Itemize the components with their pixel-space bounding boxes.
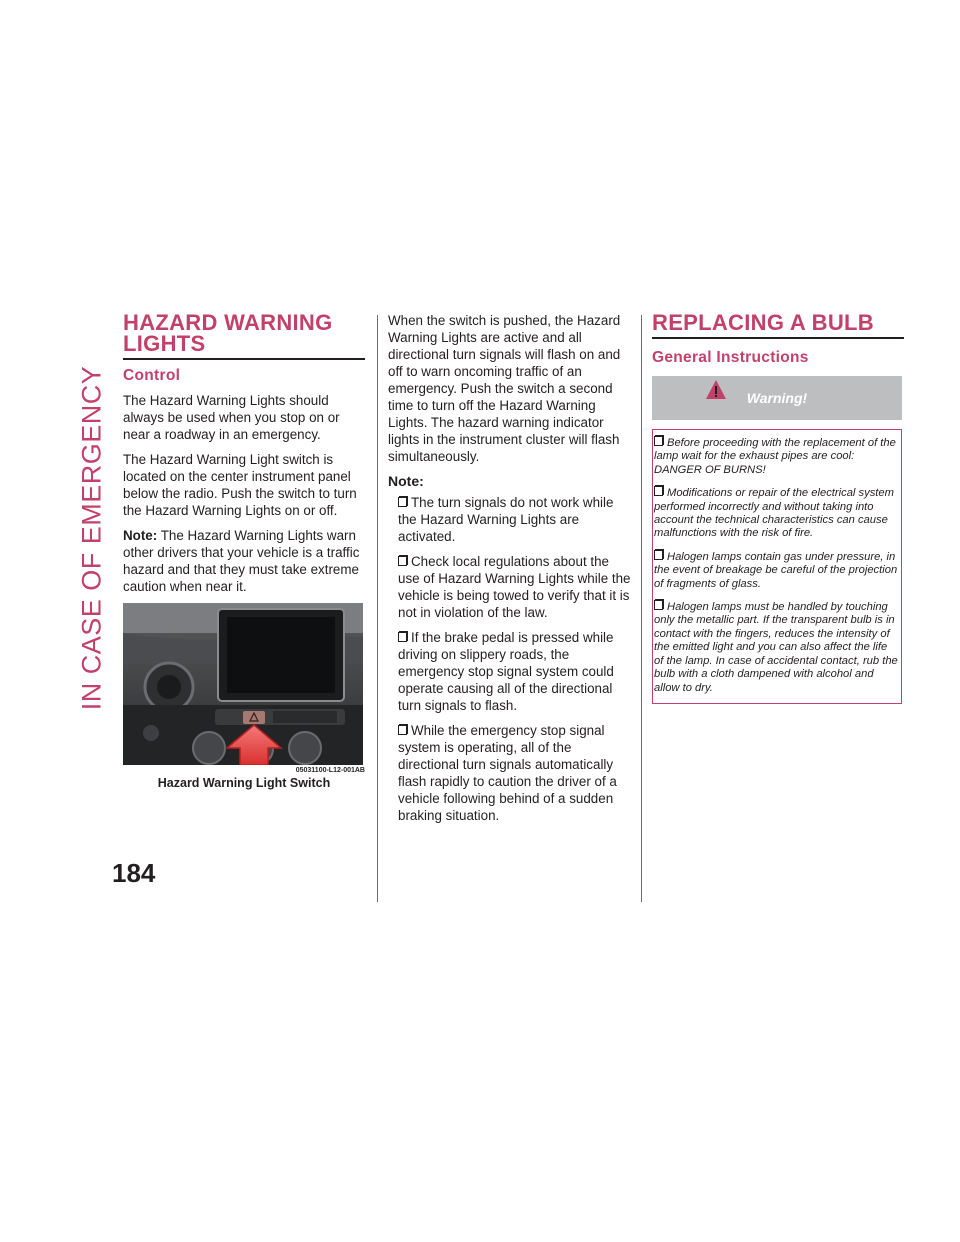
checkbox-bullet-icon — [398, 632, 407, 642]
checkbox-bullet-icon — [398, 556, 407, 566]
checkbox-bullet-icon — [654, 486, 663, 496]
page-number: 184 — [112, 858, 156, 888]
warning-header — [652, 376, 902, 420]
dashboard-illustration — [123, 603, 363, 765]
note-bullet-3: If the brake pedal is pressed while driving on slippery roads, the emergency stop signal system could operate causing all of the directional turn signals to flash. — [398, 630, 614, 713]
note-label: Note: — [123, 528, 158, 543]
middle-column — [388, 312, 632, 832]
control-heading: Control — [123, 367, 181, 384]
hazard-paragraph-1: The Hazard Warning Lights should always be used when you stop on or near a roadway in an emergency. — [123, 393, 340, 442]
warning-title: Warning! — [746, 390, 808, 406]
general-instructions-heading: General Instructions — [652, 349, 809, 366]
middle-note-label: Note: — [388, 473, 424, 489]
checkbox-bullet-icon — [398, 497, 407, 507]
note-bullet-1: The turn signals do not work while the Hazard Warning Lights are activated. — [398, 495, 614, 544]
hazard-column — [123, 312, 365, 790]
figure-caption: Hazard Warning Light Switch — [157, 776, 331, 790]
bulb-title: REPLACING A BULB — [652, 312, 904, 339]
hazard-paragraph-2: The Hazard Warning Light switch is located on the center instrument panel below the radio. Push the switch to turn the Hazard Warning Lights on or off. — [123, 452, 357, 518]
column-divider-2 — [641, 315, 642, 902]
warning-box — [652, 429, 902, 704]
warning-item-1: Before proceeding with the replacement of the lamp wait for the exhaust pipes are cool: DANGER OF BURNS! — [654, 437, 896, 476]
chapter-side-tab-label: IN CASE OF EMERGENCY — [76, 365, 107, 711]
bulb-column — [652, 312, 904, 704]
note-bullet-2: Check local regulations about the use of Hazard Warning Lights while the vehicle is being towed to verify that it is not in violation of the law. — [398, 554, 631, 620]
warning-item-2: Modifications or repair of the electrical system performed incorrectly and without taking into account the technical characteristics can cause malfunctions with the risk of fire. — [654, 487, 894, 540]
figure-code: 05031100-L12-001AB — [295, 767, 365, 774]
column-divider-1 — [377, 315, 378, 902]
warning-item-4: Halogen lamps must be handled by touching only the metallic part. If the transparent bulb is in contact with the fingers, reduces the intensity of the emitted light and you can also affect the life of the lamp. In case of accidental contact, rub the bulb with a cloth dampened with alcohol and allow to dry. — [654, 601, 898, 694]
hazard-note — [123, 527, 365, 595]
checkbox-bullet-icon — [654, 600, 663, 610]
note-text: The Hazard Warning Lights warn other drivers that your vehicle is a traffic hazard and that they must take extreme caution when near it. — [123, 528, 360, 594]
checkbox-bullet-icon — [654, 550, 663, 560]
hazard-switch-figure — [123, 603, 363, 765]
hazard-title: HAZARD WARNING LIGHTS — [123, 312, 365, 360]
chapter-side-tab — [74, 303, 110, 773]
checkbox-bullet-icon — [654, 436, 663, 446]
note-bullet-4: While the emergency stop signal system is operating, all of the directional turn signals automatically flash rapidly to caution the driver of a vehicle following behind of a sudden braking situation. — [398, 723, 617, 823]
checkbox-bullet-icon — [398, 725, 407, 735]
warning-item-3: Halogen lamps contain gas under pressure, in the event of breakage be careful of the projection of fragments of glass. — [654, 550, 898, 590]
middle-paragraph-1: When the switch is pushed, the Hazard Warning Lights are active and all directional turn signals will flash on and off to warn oncoming traffic of an emergency. Push the switch a second time to turn off the Hazard Warning Lights. The hazard warning indicator lights in the instrument cluster will flash simultaneously. — [388, 313, 621, 464]
